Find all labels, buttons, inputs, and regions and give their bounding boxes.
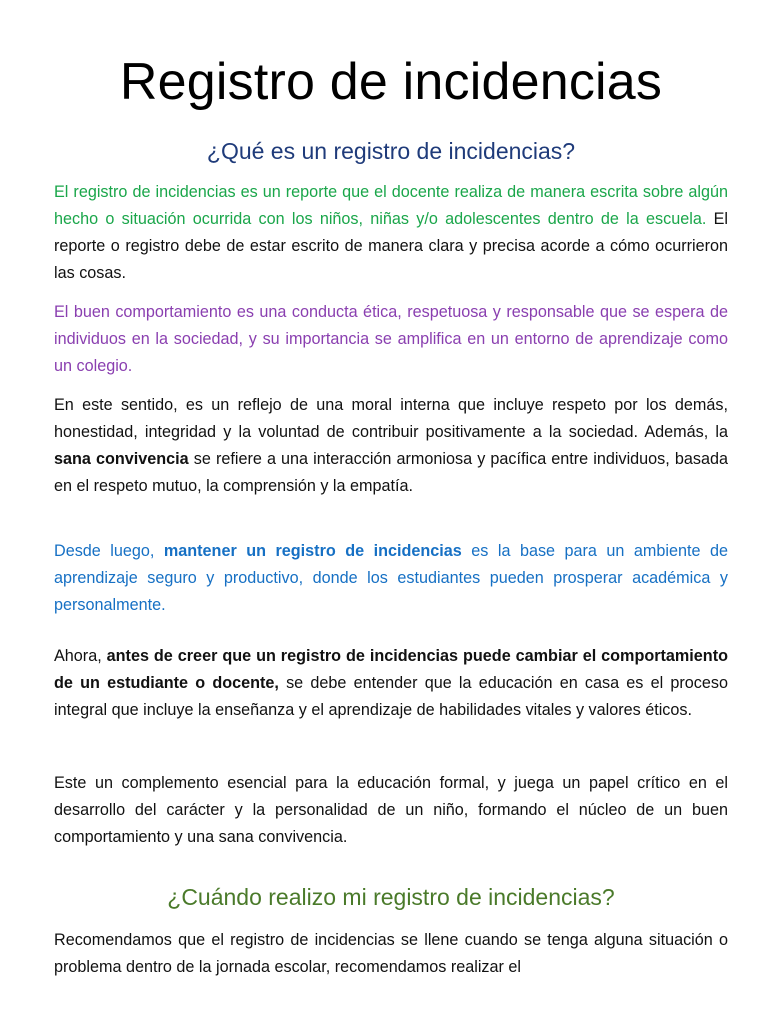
paragraph-ahora [54, 643, 728, 724]
document-title: Registro de incidencias [119, 53, 663, 111]
paragraph-registro-base-bold: mantener un registro de incidencias [163, 542, 462, 560]
paragraph-behavior: El buen comportamiento es una conducta ética, respetuosa y responsable que se espera de individuos en la sociedad, y su importancia se amplifica en un entorno de aprendizaje como un colegio. [54, 303, 728, 375]
paragraph-moral-bold: sana convivencia [54, 450, 189, 468]
section-heading-what-is: ¿Qué es un registro de incidencias? [206, 138, 576, 164]
paragraph-ahora-bold: antes de creer que un registro de incidencias puede cambiar el comportamiento de un estudiante o docente, [54, 647, 728, 692]
paragraph-registro-base-part-a: Desde luego, [54, 542, 164, 560]
paragraph-ahora-part-b: se debe entender que la educación en casa es el proceso integral que incluye la enseñanza y el aprendizaje de habilidades vitales y valores éticos. [54, 674, 728, 719]
paragraph-definition-black: El reporte o registro debe de estar escrito de manera clara y precisa acorde a cómo ocurrieron las cosas. [54, 210, 728, 282]
paragraph-definition [54, 179, 728, 287]
section-heading-when: ¿Cuándo realizo mi registro de incidencias? [167, 884, 615, 910]
paragraph-moral [54, 392, 728, 500]
paragraph-recomendamos: Recomendamos que el registro de incidencias se llene cuando se tenga alguna situación o problema dentro de la jornada escolar, recomendamos realizar el [54, 931, 728, 976]
paragraph-ahora-part-a: Ahora, [54, 647, 107, 665]
paragraph-registro-base-part-b: es la base para un ambiente de aprendizaje seguro y productivo, donde los estudiantes pueden prosperar académica y personalmente. [54, 542, 728, 614]
paragraph-moral-part-b: se refiere a una interacción armoniosa y pacífica entre individuos, basada en el respeto mutuo, la comprensión y la empatía. [54, 450, 728, 495]
paragraph-definition-green: El registro de incidencias es un reporte que el docente realiza de manera escrita sobre algún hecho o situación ocurrida con los niños, niñas y/o adolescentes dentro de la escuela. [54, 183, 728, 228]
paragraph-complemento: Este un complemento esencial para la educación formal, y juega un papel crítico en el desarrollo del carácter y la personalidad de un niño, formando el núcleo de un buen comportamiento y una sana convivencia. [54, 774, 728, 846]
paragraph-registro-base [54, 538, 728, 619]
paragraph-moral-part-a: En este sentido, es un reflejo de una moral interna que incluye respeto por los demás, honestidad, integridad y la voluntad de contribuir positivamente a la sociedad. Además, la [54, 396, 728, 441]
